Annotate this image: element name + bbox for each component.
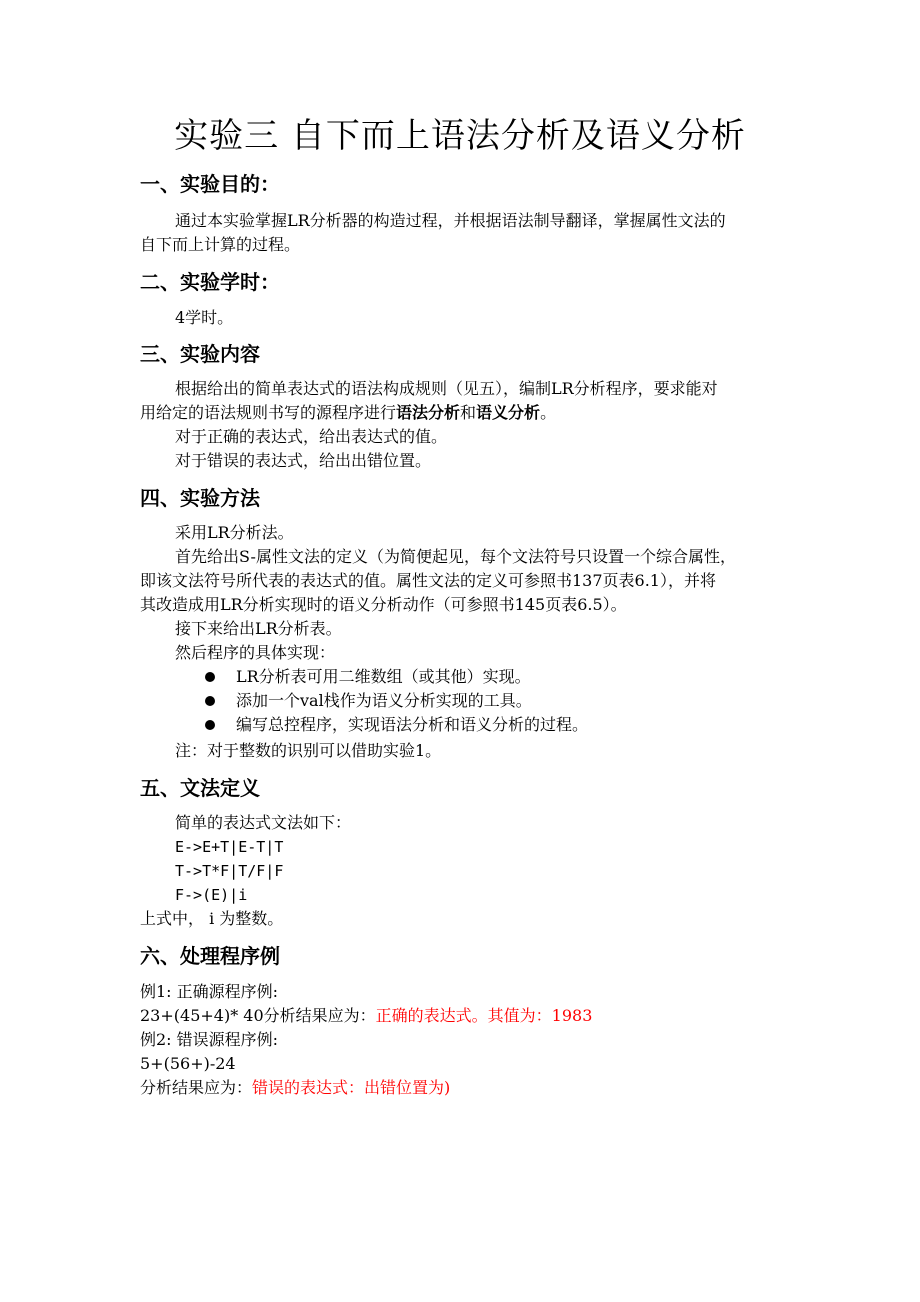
bullet-item-2: 添加一个val栈作为语义分析实现的工具。 [236, 691, 532, 710]
grammar-rule-f: F->(E)|i [175, 886, 248, 904]
section-3-line-2-text: 用给定的语法规则书写的源程序进行 [140, 403, 397, 422]
example-1-result-prefix: 分析结果应为： [263, 1006, 376, 1025]
example-1-result: 正确的表达式。其值为：1983 [375, 1006, 593, 1025]
example-2-result-prefix: 分析结果应为： [140, 1078, 253, 1097]
section-5-line-1: 简单的表达式文法如下： [175, 813, 352, 832]
section-4-note: 注：对于整数的识别可以借助实验1。 [175, 741, 442, 760]
bullet-dot-3 [205, 720, 215, 730]
section-3-line-4: 对于错误的表达式，给出出错位置。 [175, 451, 432, 470]
section-5-heading: 五、文法定义 [140, 776, 260, 800]
page-title: 实验三 自下而上语法分析及语义分析 [174, 116, 746, 156]
example-2-result: 错误的表达式：出错位置为) [252, 1078, 451, 1097]
section-3-heading: 三、实验内容 [140, 342, 260, 366]
example-2-line [140, 1076, 450, 1100]
section-5-note: 上式中， i 为整数。 [140, 909, 284, 928]
section-1-line-1: 通过本实验掌握LR分析器的构造过程，并根据语法制导翻译，掌握属性文法的 [175, 211, 726, 230]
section-3-line-2 [140, 401, 556, 425]
section-4-line-2: 首先给出S-属性文法的定义（为简便起见，每个文法符号只设置一个综合属性， [175, 547, 736, 566]
section-4-line-4: 其改造成用LR分析实现时的语义分析动作（可参照书145页表6.5）。 [140, 595, 627, 614]
section-1-heading: 一、实验目的： [140, 172, 280, 196]
bullet-dot-1 [205, 672, 215, 682]
bullet-item-1: LR分析表可用二维数组（或其他）实现。 [236, 667, 531, 686]
example-1-line [140, 1004, 592, 1028]
bullet-item-3: 编写总控程序，实现语法分析和语义分析的过程。 [236, 715, 589, 734]
section-3-line-3: 对于正确的表达式，给出表达式的值。 [175, 427, 448, 446]
bullet-dot-2 [205, 696, 215, 706]
section-4-line-6: 然后程序的具体实现： [175, 643, 336, 662]
section-4-heading: 四、实验方法 [140, 486, 260, 510]
grammar-rule-e: E->E+T|E-T|T [175, 838, 284, 856]
section-6-heading: 六、处理程序例 [140, 944, 280, 968]
semantic-analysis-emphasis: 语义分析 [476, 403, 541, 422]
example-1-code: 23+(45+4)* 40 [140, 1006, 264, 1025]
section-3-line-1: 根据给出的简单表达式的语法构成规则（见五），编制LR分析程序，要求能对 [175, 379, 718, 398]
section-2-line-1: 4学时。 [175, 308, 234, 327]
section-4-line-3: 即该文法符号所代表的表达式的值。属性文法的定义可参照书137页表6.1），并将 [140, 571, 716, 590]
example-2-code: 5+(56+)-24 [140, 1054, 236, 1073]
section-1-line-2: 自下而上计算的过程。 [140, 235, 301, 254]
example-1-label: 例1: 正确源程序例: [140, 982, 279, 1001]
section-2-heading: 二、实验学时： [140, 270, 280, 294]
period-text: 。 [540, 403, 557, 422]
example-2-label: 例2: 错误源程序例: [140, 1030, 279, 1049]
conjunction-text: 和 [460, 403, 477, 422]
section-4-line-1: 采用LR分析法。 [175, 523, 294, 542]
grammar-rule-t: T->T*F|T/F|F [175, 862, 284, 880]
syntax-analysis-emphasis: 语法分析 [396, 403, 461, 422]
section-4-line-5: 接下来给出LR分析表。 [175, 619, 342, 638]
